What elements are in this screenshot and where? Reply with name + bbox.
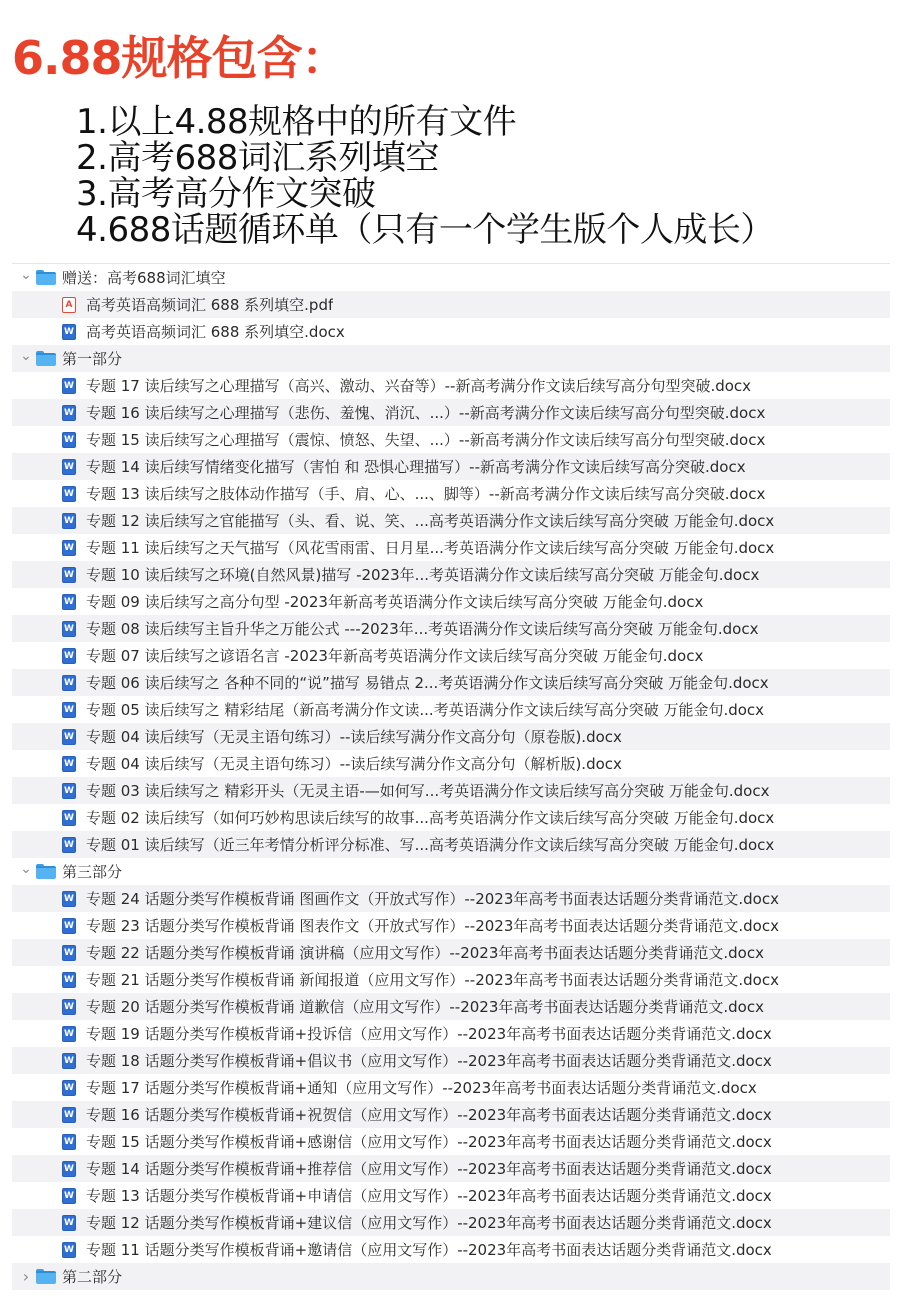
word-file-icon: W bbox=[62, 1242, 76, 1258]
word-file-icon: W bbox=[62, 702, 76, 718]
file-name: 专题 02 读后续写（如何巧妙构思读后续写的故事...高考英语满分作文读后续写高分突破 万能金句.docx bbox=[86, 809, 775, 827]
file-row[interactable] bbox=[12, 1209, 890, 1236]
word-file-icon: W bbox=[62, 540, 76, 556]
feature-item: 2.高考688词汇系列填空 bbox=[76, 138, 439, 178]
file-name: 专题 20 话题分类写作模板背诵 道歉信（应用文写作）--2023年高考书面表达话题分类背诵范文.docx bbox=[86, 998, 764, 1016]
chevron-down-icon[interactable]: ⌄ bbox=[20, 860, 32, 877]
file-row[interactable] bbox=[12, 1128, 890, 1155]
word-file-icon: W bbox=[62, 324, 76, 340]
file-row[interactable] bbox=[12, 723, 890, 750]
file-row[interactable] bbox=[12, 750, 890, 777]
chevron-right-icon[interactable]: › bbox=[22, 1267, 30, 1286]
file-row[interactable] bbox=[12, 966, 890, 993]
file-row[interactable] bbox=[12, 615, 890, 642]
file-name: 专题 01 读后续写（近三年考情分析评分标准、写...高考英语满分作文读后续写高分突破 万能金句.docx bbox=[86, 836, 775, 854]
word-file-icon: W bbox=[62, 378, 76, 394]
word-file-icon: W bbox=[62, 945, 76, 961]
file-name: 专题 08 读后续写主旨升华之万能公式 ---2023年...考英语满分作文读后续写高分突破 万能金句.docx bbox=[86, 620, 759, 638]
folder-label: 赠送：高考688词汇填空 bbox=[62, 269, 226, 287]
file-row[interactable] bbox=[12, 426, 890, 453]
feature-item: 1.以上4.88规格中的所有文件 bbox=[76, 102, 517, 142]
file-name: 专题 04 读后续写（无灵主语句练习）--读后续写满分作文高分句（原卷版).docx bbox=[86, 728, 622, 746]
file-row[interactable] bbox=[12, 1074, 890, 1101]
feature-list bbox=[76, 104, 774, 248]
file-tree bbox=[12, 263, 890, 1297]
word-file-icon: W bbox=[62, 756, 76, 772]
file-row[interactable] bbox=[12, 291, 890, 318]
file-name: 高考英语高频词汇 688 系列填空.pdf bbox=[86, 296, 334, 314]
file-name: 专题 15 读后续写之心理描写（震惊、愤怒、失望、...）--新高考满分作文读后续写高分句型突破.docx bbox=[86, 431, 766, 449]
chevron-down-icon[interactable]: ⌄ bbox=[20, 347, 32, 364]
file-row[interactable] bbox=[12, 1155, 890, 1182]
page-title: 6.88规格包含： bbox=[12, 31, 347, 85]
file-name: 专题 09 读后续写之高分句型 -2023年新高考英语满分作文读后续写高分突破 万能金句.docx bbox=[86, 593, 704, 611]
word-file-icon: W bbox=[62, 972, 76, 988]
file-row[interactable] bbox=[12, 885, 890, 912]
word-file-icon: W bbox=[62, 837, 76, 853]
word-file-icon: W bbox=[62, 1107, 76, 1123]
word-file-icon: W bbox=[62, 459, 76, 475]
feature-item: 4.688话题循环单（只有一个学生版个人成长） bbox=[76, 210, 774, 250]
word-file-icon: W bbox=[62, 486, 76, 502]
file-name: 专题 05 读后续写之 精彩结尾（新高考满分作文读...考英语满分作文读后续写高分突破 万能金句.docx bbox=[86, 701, 765, 719]
file-name: 专题 11 读后续写之天气描写（风花雪雨雷、日月星...考英语满分作文读后续写高分突破 万能金句.docx bbox=[86, 539, 775, 557]
folder-icon bbox=[36, 351, 56, 366]
word-file-icon: W bbox=[62, 729, 76, 745]
word-file-icon: W bbox=[62, 1026, 76, 1042]
word-file-icon: W bbox=[62, 594, 76, 610]
word-file-icon: W bbox=[62, 513, 76, 529]
folder-label: 第二部分 bbox=[62, 1268, 123, 1286]
file-name: 专题 17 话题分类写作模板背诵+通知（应用文写作）--2023年高考书面表达话题分类背诵范文.docx bbox=[86, 1079, 757, 1097]
folder-row[interactable] bbox=[12, 1263, 890, 1290]
word-file-icon: W bbox=[62, 432, 76, 448]
word-file-icon: W bbox=[62, 891, 76, 907]
file-row[interactable] bbox=[12, 534, 890, 561]
file-row[interactable] bbox=[12, 1020, 890, 1047]
word-file-icon: W bbox=[62, 783, 76, 799]
file-name: 专题 12 话题分类写作模板背诵+建议信（应用文写作）--2023年高考书面表达话题分类背诵范文.docx bbox=[86, 1214, 772, 1232]
file-row[interactable] bbox=[12, 912, 890, 939]
file-name: 高考英语高频词汇 688 系列填空.docx bbox=[86, 323, 345, 341]
file-name: 专题 19 话题分类写作模板背诵+投诉信（应用文写作）--2023年高考书面表达话题分类背诵范文.docx bbox=[86, 1025, 772, 1043]
file-row[interactable] bbox=[12, 372, 890, 399]
word-file-icon: W bbox=[62, 810, 76, 826]
file-name: 专题 11 话题分类写作模板背诵+邀请信（应用文写作）--2023年高考书面表达话题分类背诵范文.docx bbox=[86, 1241, 772, 1259]
file-name: 专题 21 话题分类写作模板背诵 新闻报道（应用文写作）--2023年高考书面表达话题分类背诵范文.docx bbox=[86, 971, 779, 989]
word-file-icon: W bbox=[62, 675, 76, 691]
file-name: 专题 18 话题分类写作模板背诵+倡议书（应用文写作）--2023年高考书面表达话题分类背诵范文.docx bbox=[86, 1052, 772, 1070]
file-row[interactable] bbox=[12, 939, 890, 966]
word-file-icon: W bbox=[62, 1134, 76, 1150]
word-file-icon: W bbox=[62, 621, 76, 637]
word-file-icon: W bbox=[62, 405, 76, 421]
word-file-icon: W bbox=[62, 1080, 76, 1096]
folder-row[interactable] bbox=[12, 858, 890, 885]
file-row[interactable] bbox=[12, 993, 890, 1020]
word-file-icon: W bbox=[62, 1188, 76, 1204]
file-name: 专题 23 话题分类写作模板背诵 图表作文（开放式写作）--2023年高考书面表达话题分类背诵范文.docx bbox=[86, 917, 779, 935]
file-row[interactable] bbox=[12, 561, 890, 588]
file-name: 专题 22 话题分类写作模板背诵 演讲稿（应用文写作）--2023年高考书面表达话题分类背诵范文.docx bbox=[86, 944, 764, 962]
file-name: 专题 03 读后续写之 精彩开头（无灵主语-—如何写...考英语满分作文读后续写高分突破 万能金句.docx bbox=[86, 782, 770, 800]
chevron-down-icon[interactable]: ⌄ bbox=[20, 266, 32, 283]
file-row[interactable] bbox=[12, 399, 890, 426]
word-file-icon: W bbox=[62, 648, 76, 664]
file-row[interactable] bbox=[12, 1182, 890, 1209]
file-name: 专题 13 话题分类写作模板背诵+申请信（应用文写作）--2023年高考书面表达话题分类背诵范文.docx bbox=[86, 1187, 772, 1205]
file-row[interactable] bbox=[12, 669, 890, 696]
folder-row[interactable] bbox=[12, 264, 890, 291]
file-name: 专题 15 话题分类写作模板背诵+感谢信（应用文写作）--2023年高考书面表达话题分类背诵范文.docx bbox=[86, 1133, 772, 1151]
word-file-icon: W bbox=[62, 1053, 76, 1069]
word-file-icon: W bbox=[62, 999, 76, 1015]
file-row[interactable] bbox=[12, 318, 890, 345]
word-file-icon: W bbox=[62, 567, 76, 583]
file-name: 专题 07 读后续写之谚语名言 -2023年新高考英语满分作文读后续写高分突破 万能金句.docx bbox=[86, 647, 704, 665]
file-row[interactable] bbox=[12, 696, 890, 723]
file-name: 专题 12 读后续写之官能描写（头、看、说、笑、...高考英语满分作文读后续写高分突破 万能金句.docx bbox=[86, 512, 775, 530]
file-row[interactable] bbox=[12, 588, 890, 615]
file-row[interactable] bbox=[12, 1047, 890, 1074]
folder-icon bbox=[36, 864, 56, 879]
file-name: 专题 24 话题分类写作模板背诵 图画作文（开放式写作）--2023年高考书面表达话题分类背诵范文.docx bbox=[86, 890, 779, 908]
file-name: 专题 17 读后续写之心理描写（高兴、激动、兴奋等）--新高考满分作文读后续写高分句型突破.docx bbox=[86, 377, 752, 395]
file-name: 专题 14 话题分类写作模板背诵+推荐信（应用文写作）--2023年高考书面表达话题分类背诵范文.docx bbox=[86, 1160, 772, 1178]
file-row[interactable] bbox=[12, 507, 890, 534]
folder-icon bbox=[36, 270, 56, 285]
file-row[interactable] bbox=[12, 480, 890, 507]
file-name: 专题 14 读后续写情绪变化描写（害怕 和 恐惧心理描写）--新高考满分作文读后续写高分突破.docx bbox=[86, 458, 746, 476]
feature-item: 3.高考高分作文突破 bbox=[76, 174, 376, 214]
folder-icon bbox=[36, 1269, 56, 1284]
file-row[interactable] bbox=[12, 1236, 890, 1263]
folder-row[interactable] bbox=[12, 345, 890, 372]
file-name: 专题 04 读后续写（无灵主语句练习）--读后续写满分作文高分句（解析版).docx bbox=[86, 755, 622, 773]
folder-label: 第一部分 bbox=[62, 350, 123, 368]
file-name: 专题 06 读后续写之 各种不同的“说”描写 易错点 2...考英语满分作文读后续写高分突破 万能金句.docx bbox=[86, 674, 769, 692]
word-file-icon: W bbox=[62, 918, 76, 934]
file-row[interactable] bbox=[12, 642, 890, 669]
folder-label: 第三部分 bbox=[62, 863, 123, 881]
file-name: 专题 10 读后续写之环境(自然风景)描写 -2023年...考英语满分作文读后续写高分突破 万能金句.docx bbox=[86, 566, 760, 584]
file-row[interactable] bbox=[12, 777, 890, 804]
word-file-icon: W bbox=[62, 1215, 76, 1231]
file-row[interactable] bbox=[12, 831, 890, 858]
file-name: 专题 16 话题分类写作模板背诵+祝贺信（应用文写作）--2023年高考书面表达话题分类背诵范文.docx bbox=[86, 1106, 772, 1124]
file-name: 专题 13 读后续写之肢体动作描写（手、肩、心、...、脚等）--新高考满分作文读后续写高分突破.docx bbox=[86, 485, 766, 503]
file-row[interactable] bbox=[12, 804, 890, 831]
file-name: 专题 16 读后续写之心理描写（悲伤、羞愧、消沉、...）--新高考满分作文读后续写高分句型突破.docx bbox=[86, 404, 766, 422]
file-row[interactable] bbox=[12, 1101, 890, 1128]
word-file-icon: W bbox=[62, 1161, 76, 1177]
pdf-file-icon: A bbox=[62, 297, 76, 313]
file-row[interactable] bbox=[12, 453, 890, 480]
